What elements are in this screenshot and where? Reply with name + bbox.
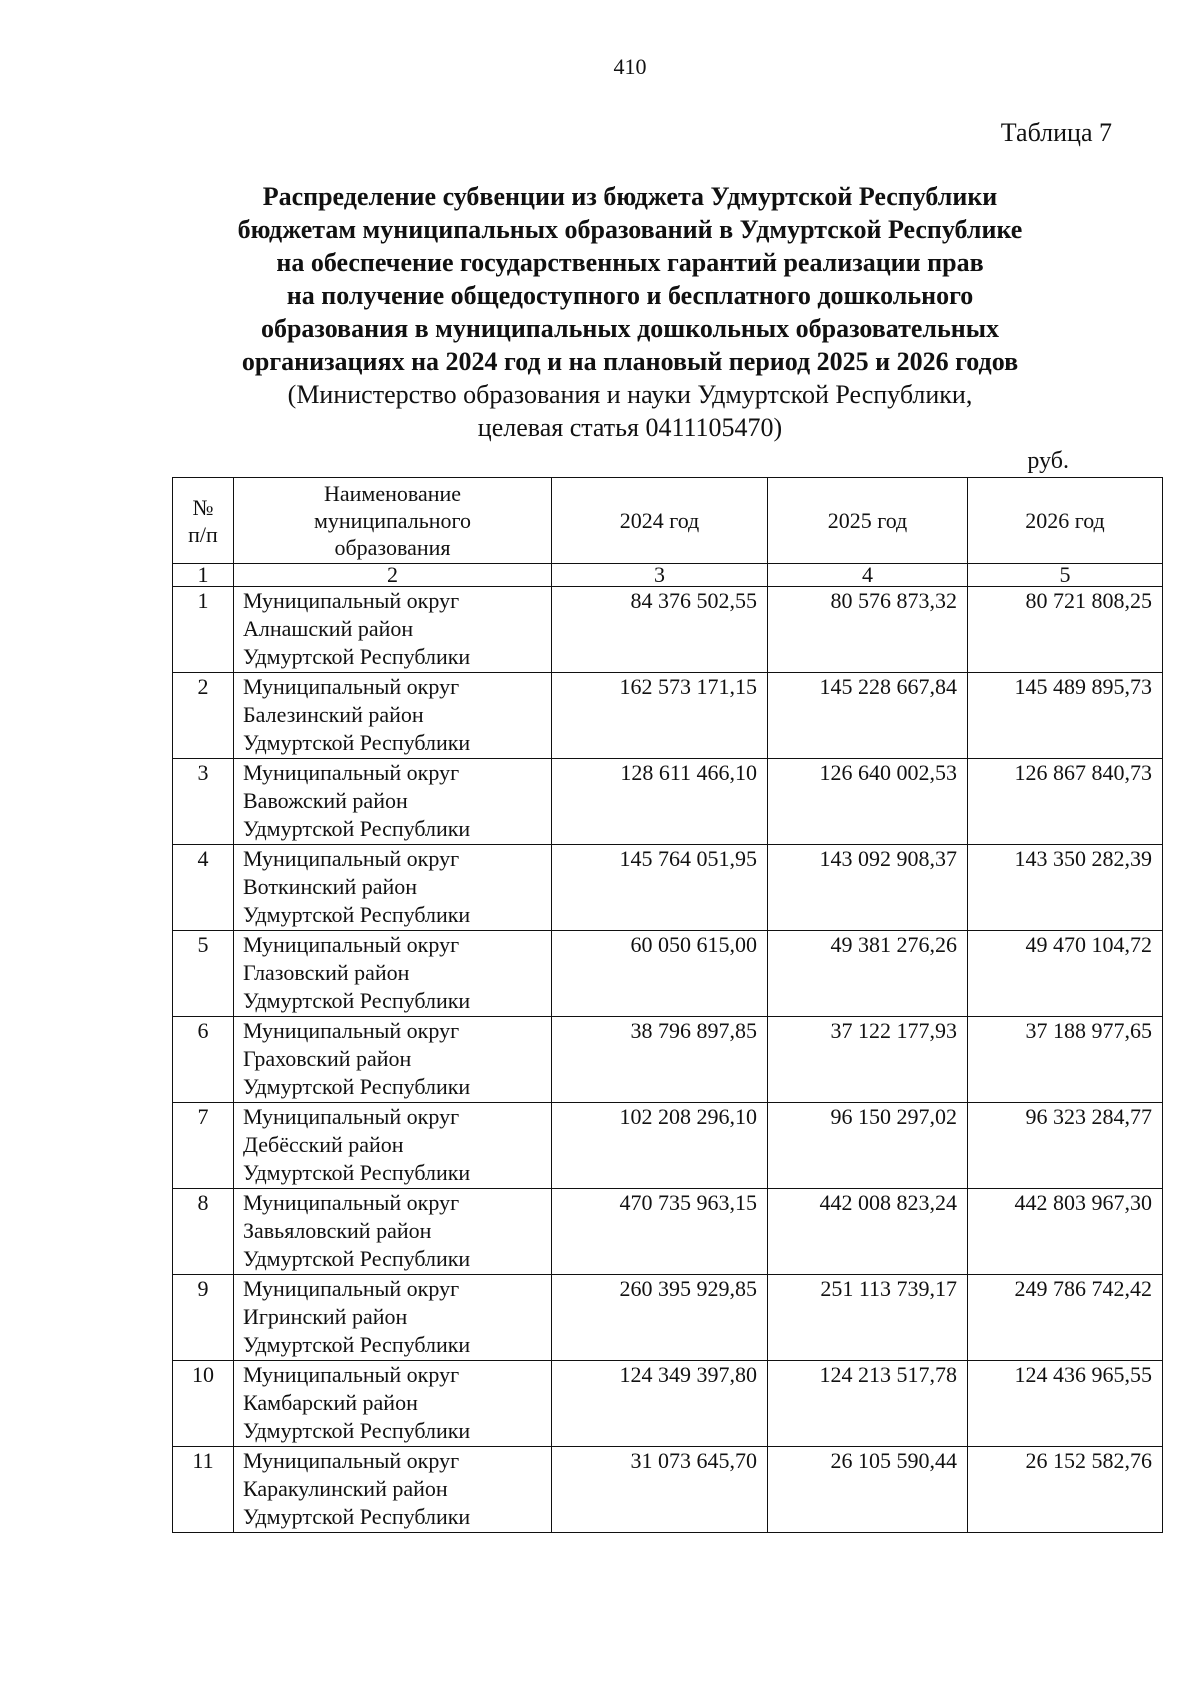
unit-label: руб. xyxy=(1027,448,1069,474)
municipality-name xyxy=(234,1361,552,1447)
column-number: 4 xyxy=(768,564,968,587)
header-num-line: п/п xyxy=(188,521,218,547)
amount-2024: 60 050 615,00 xyxy=(552,931,768,1017)
municipality-name xyxy=(234,1275,552,1361)
amount-2025: 49 381 276,26 xyxy=(768,931,968,1017)
amount-2024: 128 611 466,10 xyxy=(552,759,768,845)
row-number: 1 xyxy=(173,587,234,673)
row-number: 9 xyxy=(173,1275,234,1361)
amount-2026: 249 786 742,42 xyxy=(968,1275,1163,1361)
header-2024: 2024 год xyxy=(552,478,768,564)
municipality-name-line: Муниципальный округ xyxy=(243,932,460,957)
table-row xyxy=(173,587,1163,673)
column-number-row xyxy=(173,564,1163,587)
municipality-name xyxy=(234,673,552,759)
municipality-name xyxy=(234,587,552,673)
amount-2026: 37 188 977,65 xyxy=(968,1017,1163,1103)
amount-2025: 143 092 908,37 xyxy=(768,845,968,931)
distribution-table xyxy=(172,477,1163,1533)
row-number: 5 xyxy=(173,931,234,1017)
row-number: 7 xyxy=(173,1103,234,1189)
document-title xyxy=(130,180,1130,444)
column-number: 1 xyxy=(173,564,234,587)
table-row xyxy=(173,673,1163,759)
municipality-name-line: Граховский район xyxy=(243,1046,412,1071)
header-name-line: муниципального xyxy=(313,508,471,533)
municipality-name-line: Удмуртской Республики xyxy=(243,730,471,755)
municipality-name xyxy=(234,1447,552,1533)
row-number: 4 xyxy=(173,845,234,931)
amount-2025: 96 150 297,02 xyxy=(768,1103,968,1189)
amount-2026: 126 867 840,73 xyxy=(968,759,1163,845)
municipality-name-line: Завьяловский район xyxy=(243,1218,432,1243)
row-number: 6 xyxy=(173,1017,234,1103)
amount-2024: 84 376 502,55 xyxy=(552,587,768,673)
title-line: образования в муниципальных дошкольных образовательных xyxy=(260,314,1000,343)
row-number: 2 xyxy=(173,673,234,759)
header-num xyxy=(173,478,234,564)
amount-2026: 80 721 808,25 xyxy=(968,587,1163,673)
title-line: на получение общедоступного и бесплатного дошкольного xyxy=(286,281,974,310)
amount-2025: 442 008 823,24 xyxy=(768,1189,968,1275)
municipality-name-line: Вавожский район xyxy=(243,788,408,813)
table-row xyxy=(173,931,1163,1017)
municipality-name-line: Удмуртской Республики xyxy=(243,1074,471,1099)
header-2026: 2026 год xyxy=(968,478,1163,564)
header-name xyxy=(234,478,552,564)
amount-2026: 26 152 582,76 xyxy=(968,1447,1163,1533)
table-row xyxy=(173,1189,1163,1275)
municipality-name-line: Каракулинский район xyxy=(243,1476,448,1501)
municipality-name-line: Игринский район xyxy=(243,1304,408,1329)
municipality-name-line: Удмуртской Республики xyxy=(243,1160,471,1185)
municipality-name-line: Муниципальный округ xyxy=(243,588,460,613)
municipality-name-line: Удмуртской Республики xyxy=(243,816,471,841)
municipality-name-line: Муниципальный округ xyxy=(243,1104,460,1129)
table-row xyxy=(173,1361,1163,1447)
municipality-name-line: Балезинский район xyxy=(243,702,424,727)
header-name-line: Наименование xyxy=(323,481,462,506)
table-row xyxy=(173,1447,1163,1533)
municipality-name-line: Удмуртской Республики xyxy=(243,644,471,669)
municipality-name-line: Удмуртской Республики xyxy=(243,988,471,1013)
table-row xyxy=(173,1275,1163,1361)
municipality-name xyxy=(234,931,552,1017)
municipality-name-line: Воткинский район xyxy=(243,874,418,899)
title-line: организациях на 2024 год и на плановый период 2025 и 2026 годов xyxy=(241,347,1019,376)
municipality-name-line: Удмуртской Республики xyxy=(243,1418,471,1443)
amount-2026: 442 803 967,30 xyxy=(968,1189,1163,1275)
municipality-name xyxy=(234,759,552,845)
title-line: на обеспечение государственных гарантий реализации прав xyxy=(276,248,984,277)
amount-2024: 145 764 051,95 xyxy=(552,845,768,931)
table-header-row xyxy=(173,478,1163,564)
municipality-name-line: Муниципальный округ xyxy=(243,1018,460,1043)
column-number: 5 xyxy=(968,564,1163,587)
column-number: 3 xyxy=(552,564,768,587)
amount-2025: 37 122 177,93 xyxy=(768,1017,968,1103)
municipality-name-line: Удмуртской Республики xyxy=(243,1504,471,1529)
municipality-name-line: Муниципальный округ xyxy=(243,760,460,785)
amount-2026: 49 470 104,72 xyxy=(968,931,1163,1017)
amount-2026: 124 436 965,55 xyxy=(968,1361,1163,1447)
amount-2024: 31 073 645,70 xyxy=(552,1447,768,1533)
table-label: Таблица 7 xyxy=(1000,118,1112,147)
row-number: 3 xyxy=(173,759,234,845)
header-num-line: № xyxy=(192,494,214,520)
municipality-name-line: Муниципальный округ xyxy=(243,1448,460,1473)
header-name-line: образования xyxy=(334,535,451,560)
subtitle-line: (Министерство образования и науки Удмуртской Республики, xyxy=(287,380,973,409)
amount-2026: 143 350 282,39 xyxy=(968,845,1163,931)
row-number: 10 xyxy=(173,1361,234,1447)
header-2025: 2025 год xyxy=(768,478,968,564)
municipality-name xyxy=(234,1017,552,1103)
amount-2025: 26 105 590,44 xyxy=(768,1447,968,1533)
table-row xyxy=(173,1103,1163,1189)
municipality-name-line: Муниципальный округ xyxy=(243,674,460,699)
amount-2024: 124 349 397,80 xyxy=(552,1361,768,1447)
municipality-name-line: Глазовский район xyxy=(243,960,410,985)
municipality-name-line: Муниципальный округ xyxy=(243,1190,460,1215)
amount-2026: 145 489 895,73 xyxy=(968,673,1163,759)
amount-2025: 145 228 667,84 xyxy=(768,673,968,759)
table-row xyxy=(173,759,1163,845)
amount-2025: 124 213 517,78 xyxy=(768,1361,968,1447)
amount-2025: 80 576 873,32 xyxy=(768,587,968,673)
municipality-name-line: Дебёсский район xyxy=(243,1132,404,1157)
title-line: Распределение субвенции из бюджета Удмуртской Республики xyxy=(262,182,998,211)
table-row xyxy=(173,845,1163,931)
municipality-name-line: Муниципальный округ xyxy=(243,846,460,871)
amount-2024: 470 735 963,15 xyxy=(552,1189,768,1275)
municipality-name xyxy=(234,1189,552,1275)
amount-2024: 102 208 296,10 xyxy=(552,1103,768,1189)
amount-2024: 260 395 929,85 xyxy=(552,1275,768,1361)
municipality-name-line: Удмуртской Республики xyxy=(243,1246,471,1271)
municipality-name-line: Удмуртской Республики xyxy=(243,902,471,927)
amount-2026: 96 323 284,77 xyxy=(968,1103,1163,1189)
subtitle-line: целевая статья 0411105470) xyxy=(477,413,783,442)
table-row xyxy=(173,1017,1163,1103)
municipality-name xyxy=(234,845,552,931)
column-number: 2 xyxy=(234,564,552,587)
amount-2025: 251 113 739,17 xyxy=(768,1275,968,1361)
amount-2025: 126 640 002,53 xyxy=(768,759,968,845)
municipality-name xyxy=(234,1103,552,1189)
municipality-name-line: Муниципальный округ xyxy=(243,1276,460,1301)
page-number: 410 xyxy=(613,54,647,79)
amount-2024: 38 796 897,85 xyxy=(552,1017,768,1103)
municipality-name-line: Алнашский район xyxy=(243,616,414,641)
title-line: бюджетам муниципальных образований в Удмуртской Республике xyxy=(237,215,1023,244)
row-number: 8 xyxy=(173,1189,234,1275)
municipality-name-line: Камбарский район xyxy=(243,1390,418,1415)
municipality-name-line: Муниципальный округ xyxy=(243,1362,460,1387)
amount-2024: 162 573 171,15 xyxy=(552,673,768,759)
row-number: 11 xyxy=(173,1447,234,1533)
municipality-name-line: Удмуртской Республики xyxy=(243,1332,471,1357)
